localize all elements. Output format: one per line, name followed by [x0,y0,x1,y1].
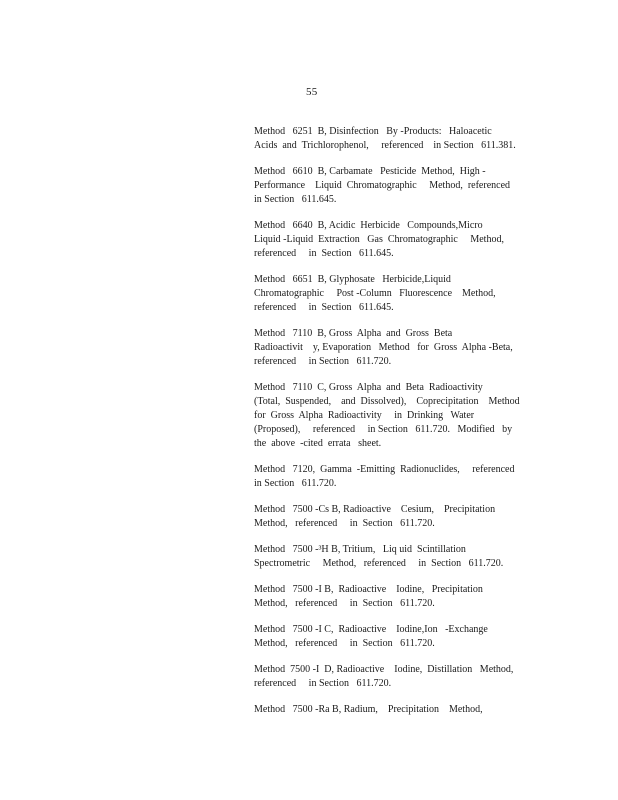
entry-line: Acids and Trichlorophenol, referenced in Section 611.381. [254,140,516,151]
entry-line: Method 7500 -I C, Radioactive Iodine,Ion -Exchange [254,624,488,635]
method-entry [254,503,544,531]
entry-line: Method 7500 -Ra B, Radium, Precipitation Method, [254,704,483,715]
entry-line: (Total, Suspended, and Dissolved), Coprecipitation Method [254,396,520,407]
entry-line: referenced in Section 611.645. [254,302,394,313]
method-entry [254,623,544,651]
entry-line: Method, referenced in Section 611.720. [254,598,435,609]
entry-line: Method 7120, Gamma -Emitting Radionuclides, referenced [254,464,515,475]
entry-line: Method, referenced in Section 611.720. [254,638,435,649]
entry-line: Method 6251 B, Disinfection By -Products: Haloacetic [254,126,492,137]
entry-line: Method 7110 B, Gross Alpha and Gross Beta [254,328,453,339]
method-entry [254,703,544,717]
entry-line: Method 7500 -I B, Radioactive Iodine, Precipitation [254,584,483,595]
method-entry [254,165,544,207]
method-entry [254,543,544,571]
entry-line: Method 7110 C, Gross Alpha and Beta Radioactivity [254,382,483,393]
entry-line: referenced in Section 611.720. [254,356,392,367]
method-entry [254,125,544,153]
method-entry [254,219,544,261]
entry-line: Performance Liquid Chromatographic Method, referenced [254,180,511,191]
entry-line: Chromatographic Post -Column Fluorescence Method, [254,288,496,299]
entry-line: Radioactivit y, Evaporation Method for Gross Alpha -Beta, [254,342,513,353]
document-body [254,125,544,729]
method-entry [254,463,544,491]
method-entry [254,273,544,315]
method-entry [254,663,544,691]
entry-line: Method 6651 B, Glyphosate Herbicide,Liquid [254,274,451,285]
entry-line: Spectrometric Method, referenced in Section 611.720. [254,558,504,569]
entry-line: Method 7500 -³H B, Tritium, Liq uid Scintillation [254,544,466,555]
entry-line: in Section 611.720. [254,478,337,489]
entry-line: Liquid -Liquid Extraction Gas Chromatographic Method, [254,234,504,245]
entry-line: Method, referenced in Section 611.720. [254,518,435,529]
entry-line: in Section 611.645. [254,194,337,205]
entry-line: for Gross Alpha Radioactivity in Drinking Water [254,410,475,421]
entry-line: referenced in Section 611.720. [254,678,392,689]
entry-line: (Proposed), referenced in Section 611.720. Modified by [254,424,513,435]
method-entry [254,583,544,611]
method-entry [254,381,544,451]
entry-line: Method 6640 B, Acidic Herbicide Compounds,Micro [254,220,483,231]
entry-line: Method 6610 B, Carbamate Pesticide Method, High - [254,166,486,177]
entry-line: Method 7500 -Cs B, Radioactive Cesium, Precipitation [254,504,496,515]
entry-line: referenced in Section 611.645. [254,248,394,259]
entry-line: the above -cited errata sheet. [254,438,382,449]
method-entry [254,327,544,369]
entry-line: Method 7500 -I D, Radioactive Iodine, Distillation Method, [254,664,514,675]
page-number: 55 [306,86,318,98]
